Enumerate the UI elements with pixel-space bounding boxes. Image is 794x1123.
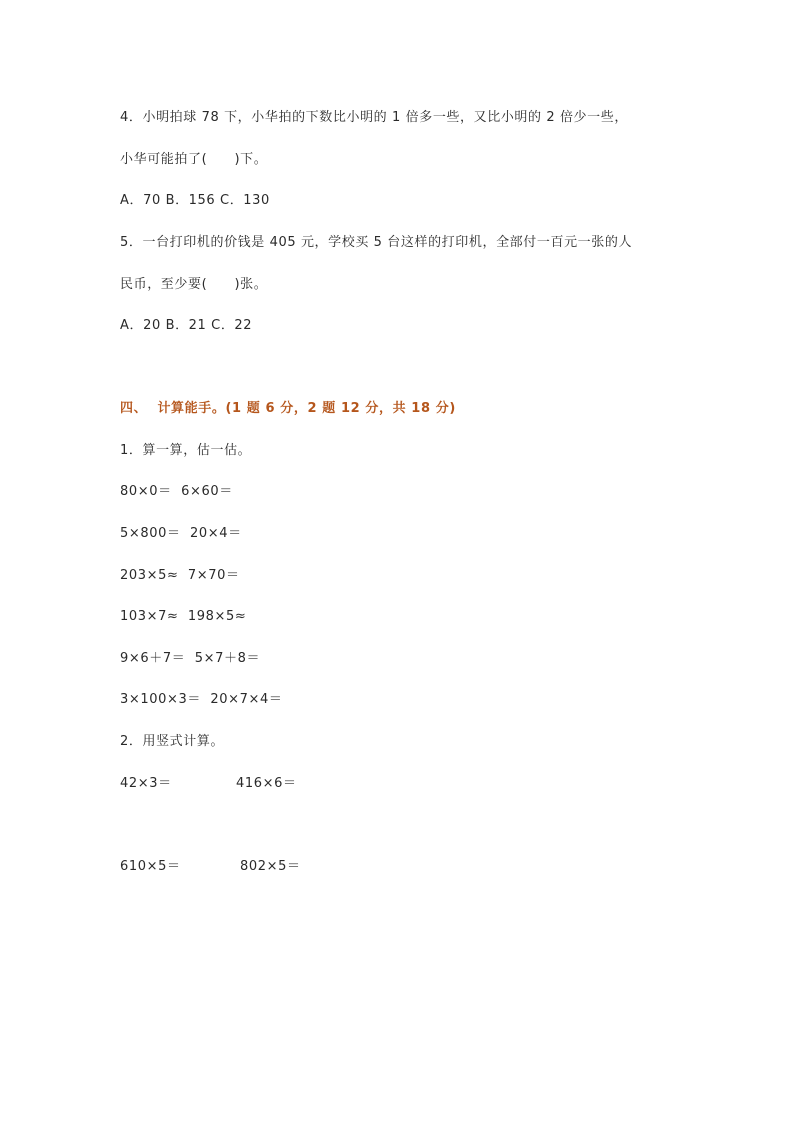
calc-row-1: 80×0＝ 6×60＝	[120, 484, 233, 499]
vertical-calc-4: 802×5＝	[240, 859, 301, 874]
calc-row-4: 103×7≈ 198×5≈	[120, 609, 247, 624]
q4-line-2: 小华可能拍了( )下。	[120, 152, 268, 167]
calc-row-6: 3×100×3＝ 20×7×4＝	[120, 692, 283, 707]
vertical-calc-3: 610×5＝	[120, 859, 181, 874]
section-4-heading: 四、 计算能手。(1 题 6 分，2 题 12 分，共 18 分)	[120, 401, 456, 416]
q4-line-1: 4．小明拍球 78 下，小华拍的下数比小明的 1 倍多一些，又比小明的 2 倍少一些，	[120, 110, 628, 125]
q5-options: A．20 B．21 C．22	[120, 318, 253, 333]
vertical-calc-1: 42×3＝	[120, 776, 172, 791]
calc-row-3: 203×5≈ 7×70＝	[120, 568, 240, 583]
q5-line-2: 民币，至少要( )张。	[120, 277, 268, 292]
sub2-label: 2．用竖式计算。	[120, 734, 225, 749]
q4-options: A．70 B．156 C．130	[120, 193, 270, 208]
calc-row-2: 5×800＝ 20×4＝	[120, 526, 242, 541]
vertical-calc-2: 416×6＝	[236, 776, 297, 791]
sub1-label: 1．算一算，估一估。	[120, 443, 252, 458]
calc-row-5: 9×6＋7＝ 5×7＋8＝	[120, 651, 261, 666]
q5-line-1: 5．一台打印机的价钱是 405 元，学校买 5 台这样的打印机，全部付一百元一张的人	[120, 235, 633, 250]
